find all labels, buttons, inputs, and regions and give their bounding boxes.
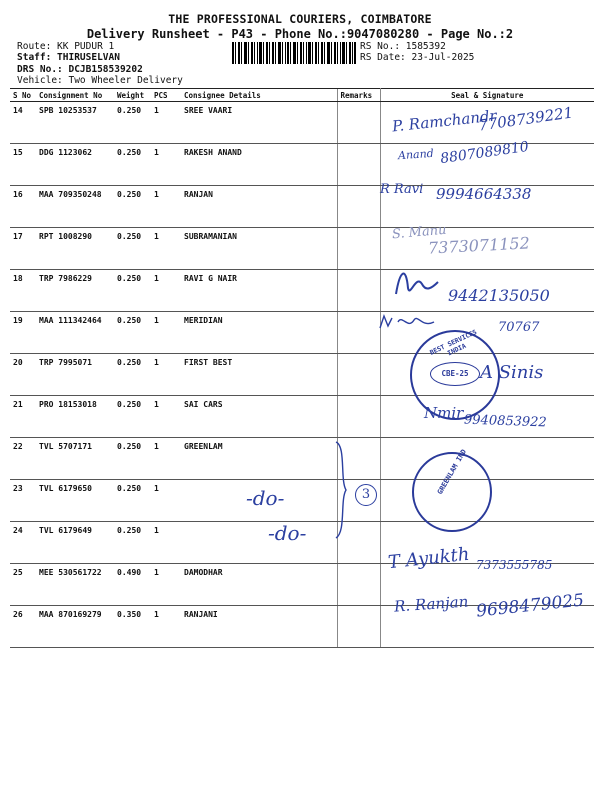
consignee: MERIDIAN <box>181 312 337 354</box>
handwritten-phone: 70767 <box>498 320 540 335</box>
consignment-no: MAA 111342464 <box>36 312 114 354</box>
handwritten-phone: 7373555785 <box>476 558 553 572</box>
handwritten-phone: 9994664338 <box>436 185 532 203</box>
company-title: THE PROFESSIONAL COURIERS, COIMBATORE <box>168 12 432 26</box>
consignment-no: PRO 18153018 <box>36 396 114 438</box>
remarks-cell <box>337 354 380 396</box>
rs-number: RS No.: 1585392 <box>360 41 446 52</box>
pcs: 1 <box>151 102 181 144</box>
consignee: FIRST BEST <box>181 354 337 396</box>
pcs: 1 <box>151 144 181 186</box>
handwritten-name: R Ravi <box>380 182 424 197</box>
consignment-no: SPB 10253537 <box>36 102 114 144</box>
consignee: SAI CARS <box>181 396 337 438</box>
drs-number: DRS No.: DCJB158539202 <box>17 64 143 75</box>
consignment-no: DDG 1123062 <box>36 144 114 186</box>
ditto-mark: -do- <box>268 521 307 545</box>
vehicle: Vehicle: Two Wheeler Delivery <box>17 75 183 86</box>
table-row <box>10 438 594 480</box>
remarks-cell <box>337 606 380 648</box>
weight: 0.250 <box>114 228 151 270</box>
sno: 17 <box>10 228 36 270</box>
weight: 0.250 <box>114 480 151 522</box>
handwritten-name: Anand <box>397 146 435 163</box>
count-circle: 3 <box>355 484 377 506</box>
pcs: 1 <box>151 312 181 354</box>
pcs: 1 <box>151 396 181 438</box>
handwritten-name: R. Ranjan <box>393 592 469 616</box>
weight: 0.490 <box>114 564 151 606</box>
sno: 21 <box>10 396 36 438</box>
consignee: RANJANI <box>181 606 337 648</box>
remarks-cell <box>337 564 380 606</box>
remarks-cell <box>337 270 380 312</box>
route: Route: KK PUDUR 1 <box>17 41 115 52</box>
pcs: 1 <box>151 438 181 480</box>
sno: 26 <box>10 606 36 648</box>
sno: 16 <box>10 186 36 228</box>
consignee <box>181 522 337 564</box>
handwritten-phone: 7708739221 <box>477 103 575 135</box>
consignment-no: TVL 6179650 <box>36 480 114 522</box>
col-weight: Weight <box>114 89 151 102</box>
weight: 0.250 <box>114 186 151 228</box>
remarks-cell <box>337 102 380 144</box>
weight: 0.250 <box>114 270 151 312</box>
consignment-no: RPT 1008290 <box>36 228 114 270</box>
sno: 19 <box>10 312 36 354</box>
consignee: RAVI G NAIR <box>181 270 337 312</box>
consignment-no: MAA 709350248 <box>36 186 114 228</box>
weight: 0.250 <box>114 312 151 354</box>
weight: 0.250 <box>114 102 151 144</box>
pcs: 1 <box>151 564 181 606</box>
sno: 14 <box>10 102 36 144</box>
consignment-no: MAA 870169279 <box>36 606 114 648</box>
sno: 23 <box>10 480 36 522</box>
remarks-cell <box>337 312 380 354</box>
handwritten-phone: 9698479025 <box>475 590 585 622</box>
handwritten-phone: 8807089810 <box>439 138 530 168</box>
col-seal-signature: Seal & Signature <box>380 89 594 102</box>
pcs: 1 <box>151 270 181 312</box>
barcode <box>232 42 356 64</box>
consignment-no: TVL 5707171 <box>36 438 114 480</box>
handwritten-phone: 9940853922 <box>463 412 547 431</box>
handwritten-phone: 9442135050 <box>448 286 550 305</box>
consignment-no: TVL 6179649 <box>36 522 114 564</box>
weight: 0.250 <box>114 144 151 186</box>
handwritten-name: Nmir <box>424 404 464 422</box>
handwritten-signature: A Sinis <box>480 362 544 383</box>
consignee: SREE VAARI <box>181 102 337 144</box>
consignment-no: TRP 7995071 <box>36 354 114 396</box>
handwritten-name: S. Manu <box>391 222 448 243</box>
consignee: DAMODHAR <box>181 564 337 606</box>
runsheet-subtitle: Delivery Runsheet - P43 - Phone No.:9047080280 - Page No.:2 <box>86 27 514 41</box>
ditto-mark: -do- <box>246 486 285 510</box>
stamp-text: BEST SERVICES INDIA <box>428 327 479 358</box>
col-sno: S No <box>10 89 36 102</box>
sno: 15 <box>10 144 36 186</box>
sno: 25 <box>10 564 36 606</box>
weight: 0.250 <box>114 354 151 396</box>
table-row <box>10 480 594 522</box>
remarks-cell <box>337 396 380 438</box>
sno: 22 <box>10 438 36 480</box>
consignee: SUBRAMANIAN <box>181 228 337 270</box>
bracket-mark <box>332 440 352 540</box>
col-pcs: PCS <box>151 89 181 102</box>
sno: 18 <box>10 270 36 312</box>
sno: 20 <box>10 354 36 396</box>
pcs: 1 <box>151 186 181 228</box>
stamp-code: CBE-25 <box>430 362 480 386</box>
remarks-cell <box>337 228 380 270</box>
col-remarks: Remarks <box>337 89 380 102</box>
consignment-no: MEE 530561722 <box>36 564 114 606</box>
pcs: 1 <box>151 228 181 270</box>
rs-date: RS Date: 23-Jul-2025 <box>360 52 475 63</box>
handwritten-phone: 7373071152 <box>427 233 531 258</box>
handwritten-name: T Ayukth <box>387 543 471 574</box>
greenlam-stamp <box>412 448 492 532</box>
remarks-cell <box>337 186 380 228</box>
consignee: RAKESH ANAND <box>181 144 337 186</box>
pcs: 1 <box>151 480 181 522</box>
pcs: 1 <box>151 522 181 564</box>
handwritten-name: P. Ramchandr <box>391 106 498 136</box>
weight: 0.250 <box>114 522 151 564</box>
pcs: 1 <box>151 354 181 396</box>
pcs: 1 <box>151 606 181 648</box>
handwritten-signature <box>392 262 442 302</box>
table-header-row <box>10 89 594 102</box>
col-consignee: Consignee Details <box>181 89 337 102</box>
col-consignment: Consignment No <box>36 89 114 102</box>
handwritten-signature <box>378 312 438 334</box>
staff: Staff: THIRUSELVAN <box>17 52 120 63</box>
consignee: RANJAN <box>181 186 337 228</box>
sno: 24 <box>10 522 36 564</box>
consignee: GREENLAM <box>181 438 337 480</box>
weight: 0.250 <box>114 396 151 438</box>
weight: 0.350 <box>114 606 151 648</box>
weight: 0.250 <box>114 438 151 480</box>
stamp-text: GREENLAM IND <box>435 448 469 496</box>
consignment-no: TRP 7986229 <box>36 270 114 312</box>
remarks-cell <box>337 144 380 186</box>
